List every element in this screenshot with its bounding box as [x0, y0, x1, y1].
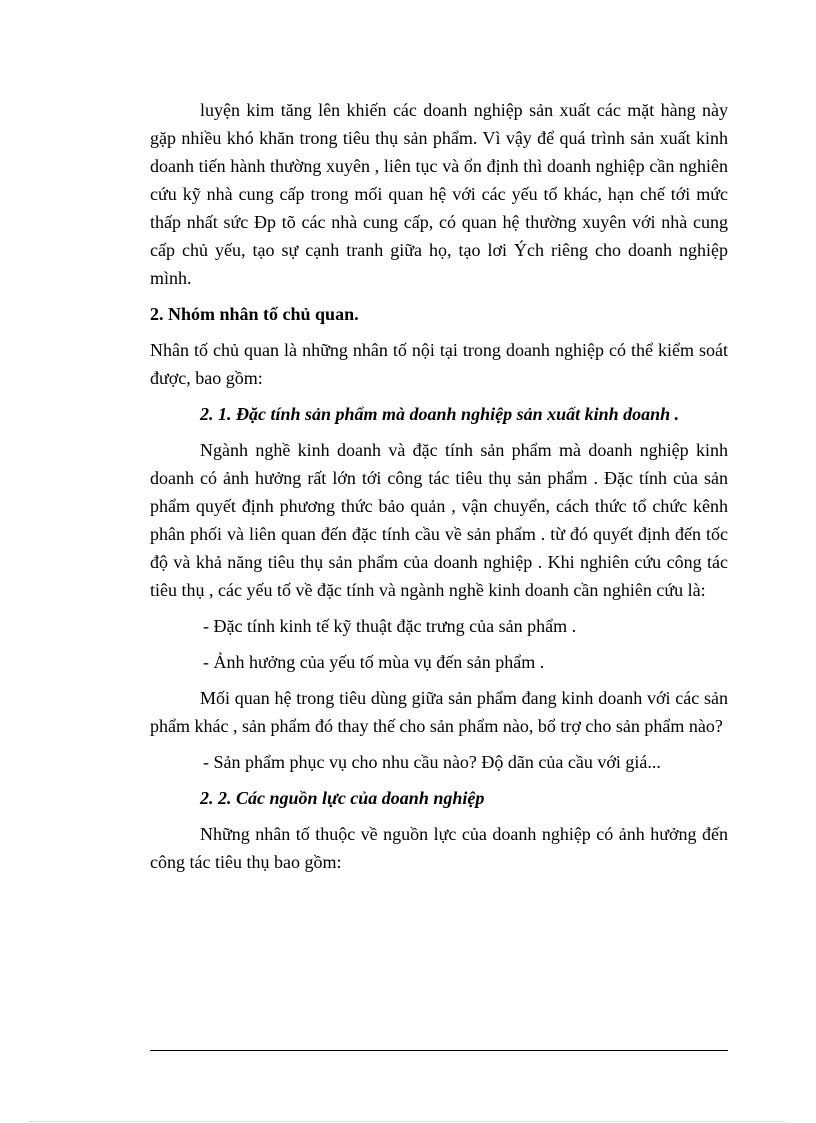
paragraph-suppliers: luyện kim tăng lên khiến các doanh nghiệp sản xuất các mặt hàng này gặp nhiều khó khăn trong tiêu thụ sản phẩm. Vì vậy để quá trình sản xuất kinh doanh tiến hành thường xuyên , liên tục và ổn định thì doanh nghiệp cần nghiên cứu kỹ nhà cung cấp trong mối quan hệ với các yếu tố khác, hạn chế tới mức thấp nhất sức Đp tõ các nhà cung cấp, có quan hệ thường xuyên với nhà cung cấp chủ yếu, tạo sự cạnh tranh giữa họ, tạo lơi Ých riêng cho doanh nghiệp mình. — [150, 100, 728, 288]
bullet-item: - Ảnh hưởng của yếu tố mùa vụ đến sản phẩm . — [203, 652, 545, 672]
paragraph-product-characteristics: Ngành nghề kinh doanh và đặc tính sản phẩm mà doanh nghiệp kinh doanh có ảnh hưởng rất lớn tới công tác tiêu thụ sản phẩm . Đặc tính của sản phẩm quyết định phương thức bảo quản , vận chuyển, cách thức tổ chức kênh phân phối và liên quan đến đặc tính cầu về sản phẩm . từ đó quyết định đến tốc độ và khả năng tiêu thụ sản phẩm của doanh nghiệp . Khi nghiên cứu công tác tiêu thụ , các yếu tố về đặc tính và ngành nghề kinh doanh cần nghiên cứu là: — [150, 440, 728, 600]
section-heading: 2. Nhóm nhân tố chủ quan. — [150, 304, 359, 324]
bullet-item: - Sản phẩm phục vụ cho nhu cầu nào? Độ dãn của cầu với giá... — [203, 752, 661, 772]
paragraph-consumption-relations: Mối quan hệ trong tiêu dùng giữa sản phẩm đang kinh doanh với các sản phẩm khác , sản phẩm đó thay thế cho sản phẩm nào, bổ trợ cho sản phẩm nào? — [150, 688, 728, 736]
subsection-heading-product-characteristics: 2. 1. Đặc tính sản phẩm mà doanh nghiệp sản xuất kinh doanh . — [200, 404, 680, 424]
paragraph-subjective-factors: Nhân tố chủ quan là những nhân tố nội tại trong doanh nghiệp có thể kiểm soát được, bao gồm: — [150, 340, 728, 388]
subsection-heading-resources: 2. 2. Các nguồn lực của doanh nghiệp — [200, 788, 485, 808]
document-body — [150, 96, 728, 884]
footer-rule — [150, 1050, 728, 1051]
paragraph-resources: Những nhân tố thuộc về nguồn lực của doanh nghiệp có ảnh hưởng đến công tác tiêu thụ bao gồm: — [150, 824, 728, 872]
page-bottom-border — [30, 1121, 786, 1122]
bullet-item: - Đặc tính kinh tế kỹ thuật đặc trưng của sản phẩm . — [203, 616, 577, 636]
